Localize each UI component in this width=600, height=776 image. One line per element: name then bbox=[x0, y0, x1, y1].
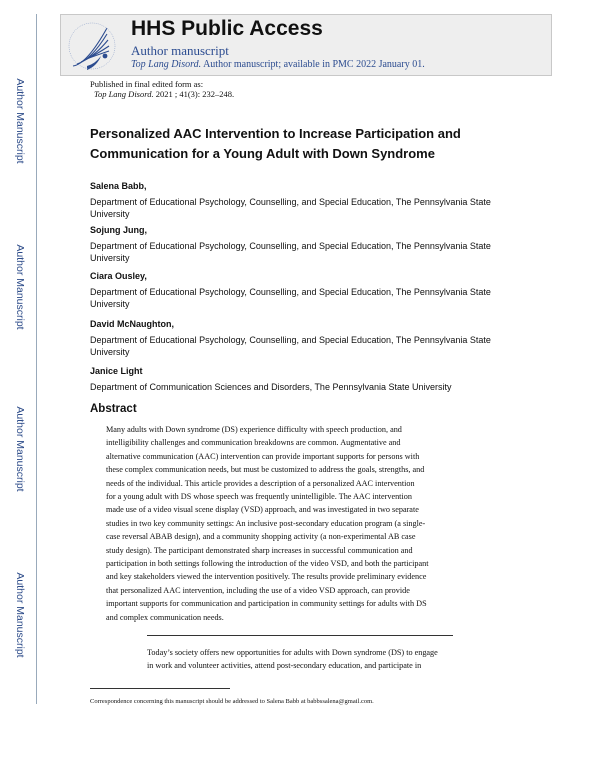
abstract-line: important supports for communication and participation in community settings for adults with DS bbox=[106, 599, 427, 609]
abstract-line: and key stakeholders viewed the intervention positively. The results provide preliminary evidence bbox=[106, 572, 427, 582]
abstract-line: study design). The participant demonstrated sharp increases in successful communication and bbox=[106, 545, 413, 555]
abstract-line: intelligibility challenges and communication breakdowns are common. Augmentative and bbox=[106, 438, 401, 448]
side-label-author-manuscript: Author Manuscript bbox=[14, 78, 26, 164]
author-name: David McNaughton, bbox=[90, 319, 175, 329]
abstract-line: participation in both settings following the introduction of the video VSD, and both the participant bbox=[106, 559, 429, 569]
hhs-header bbox=[60, 14, 552, 76]
abstract-line: for a young adult with DS whose speech was frequently unintelligible. The AAC intervention bbox=[106, 492, 412, 502]
author-affiliation: Department of Educational Psychology, Counselling, and Special Education, The Pennsylvania State University bbox=[90, 240, 491, 263]
hhs-public-access-title: HHS Public Access bbox=[131, 17, 323, 40]
author-block bbox=[90, 318, 530, 359]
author-affiliation: Department of Educational Psychology, Counselling, and Special Education, The Pennsylvania State University bbox=[90, 196, 491, 219]
intro-paragraph bbox=[147, 646, 527, 673]
abstract-body bbox=[106, 423, 528, 624]
author-name: Salena Babb, bbox=[90, 181, 147, 191]
author-manuscript-label: Author manuscript bbox=[131, 43, 229, 58]
abstract-line: and complex communication needs. bbox=[106, 612, 224, 622]
author-name: Sojung Jung, bbox=[90, 225, 147, 235]
side-label-author-manuscript: Author Manuscript bbox=[14, 406, 26, 492]
author-block bbox=[90, 365, 530, 393]
citation: Top Lang Disord. 2021 ; 41(3): 232–248. bbox=[94, 89, 235, 99]
published-label: Published in final edited form as: bbox=[90, 79, 204, 89]
author-affiliation: Department of Educational Psychology, Counselling, and Special Education, The Pennsylvania State University bbox=[90, 334, 491, 357]
margin-rule bbox=[36, 14, 37, 704]
intro-line: Today’s society offers new opportunities for adults with Down syndrome (DS) to engage bbox=[147, 648, 438, 657]
correspondence-footnote: Correspondence concerning this manuscript should be addressed to Salena Babb at babbssalena@gmail.com. bbox=[90, 698, 374, 705]
abstract-line: alternative communication (AAC) intervention can provide important supports for persons with bbox=[106, 451, 420, 461]
abstract-line: these complex communication needs, but must be customized to address the goals, strengths, and bbox=[106, 465, 425, 475]
abstract-line: needs of the individual. This article provides a description of a personalized AAC intervention bbox=[106, 478, 415, 488]
abstract-line: Many adults with Down syndrome (DS) experience difficulty with speech production, and bbox=[106, 425, 402, 434]
abstract-line: studies in two key community settings: An inclusive post-secondary education program (a single- bbox=[106, 518, 426, 528]
author-affiliation: Department of Educational Psychology, Counselling, and Special Education, The Pennsylvania State University bbox=[90, 286, 491, 309]
abstract-line: made use of a video visual scene display (VSD) approach, and was investigated in two separate bbox=[106, 505, 419, 515]
footnote-divider bbox=[90, 688, 230, 689]
abstract-line: that personalized AAC intervention, including the use of a video VSD approach, can provide bbox=[106, 585, 410, 595]
author-name: Janice Light bbox=[90, 366, 143, 376]
side-label-author-manuscript: Author Manuscript bbox=[14, 572, 26, 658]
author-block bbox=[90, 180, 530, 221]
hhs-eagle-logo-icon bbox=[67, 20, 117, 72]
journal-availability: Top Lang Disord. Author manuscript; available in PMC 2022 January 01. bbox=[131, 59, 425, 70]
abstract-heading: Abstract bbox=[90, 403, 137, 415]
intro-line: in work and volunteer activities, attend post-secondary education, and participate in bbox=[147, 661, 422, 671]
side-label-author-manuscript: Author Manuscript bbox=[14, 244, 26, 330]
author-affiliation: Department of Communication Sciences and Disorders, The Pennsylvania State University bbox=[90, 381, 452, 392]
article-title: Personalized AAC Intervention to Increase Participation and Communication for a Young Adult with Down Syndrome bbox=[90, 126, 461, 161]
section-divider bbox=[147, 635, 453, 636]
author-name: Ciara Ousley, bbox=[90, 271, 147, 281]
author-block bbox=[90, 224, 530, 265]
abstract-line: case reversal ABAB design), and a community shopping activity (a non-experimental AB case bbox=[106, 532, 416, 542]
author-block bbox=[90, 270, 530, 311]
